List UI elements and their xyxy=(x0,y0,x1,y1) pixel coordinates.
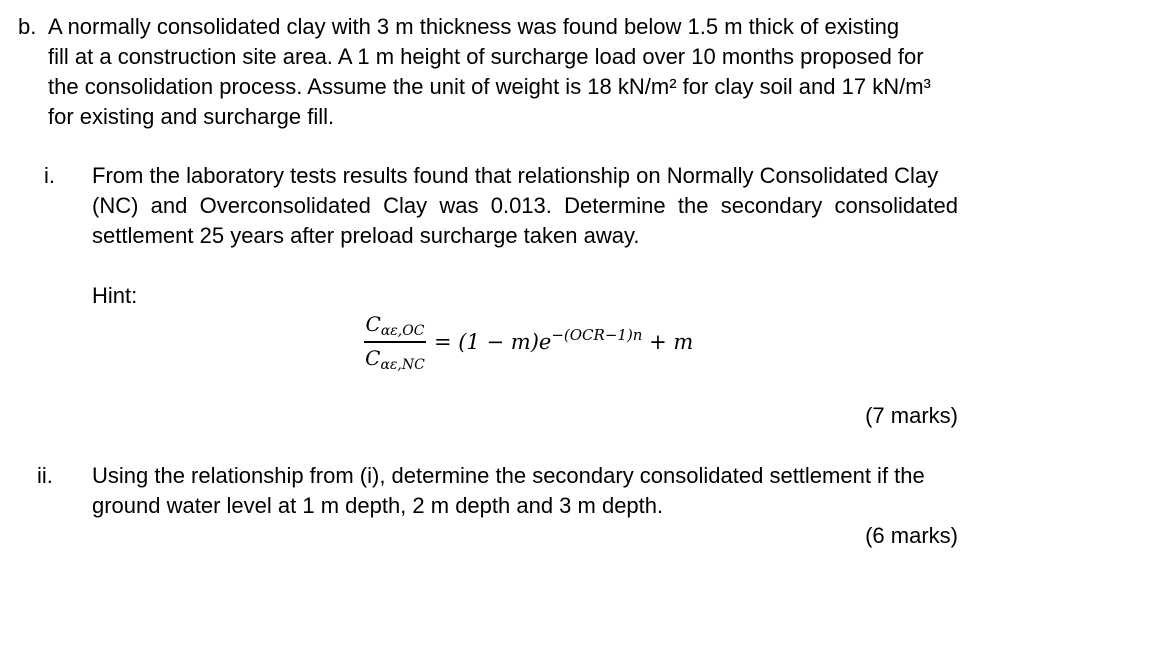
part-ii-label: ii. xyxy=(37,463,53,488)
question-b-label: b. xyxy=(18,14,37,39)
hint-label: Hint: xyxy=(92,283,138,308)
part-ii-line-1: Using the relationship from (i), determine the secondary consolidated settlement if the xyxy=(92,463,925,488)
formula-equals: = xyxy=(434,330,452,354)
formula-denominator: $C_{\alpha\varepsilon,NC}$ xyxy=(365,346,425,373)
formula-numerator: $C_{\alpha\varepsilon,OC}$ xyxy=(365,312,425,339)
formula-right-hand-side xyxy=(434,326,693,354)
question-b-line-4: for existing and surcharge fill. xyxy=(48,104,335,129)
part-i-line-2: (NC) and Overconsolidated Clay was 0.013. Determine the secondary consolidated xyxy=(92,193,958,218)
formula-rhs-tail: + m xyxy=(649,330,694,354)
part-i-line-3: settlement 25 years after preload surcharge taken away. xyxy=(92,223,640,248)
part-i-line-1: From the laboratory tests results found that relationship on Normally Consolidated Clay xyxy=(92,163,939,188)
question-b-line-1: A normally consolidated clay with 3 m thickness was found below 1.5 m thick of existing xyxy=(48,14,900,39)
formula-exponent: −(OCR−1)n xyxy=(551,326,643,344)
part-ii-line-2: ground water level at 1 m depth, 2 m depth and 3 m depth. xyxy=(92,493,664,518)
fraction-bar xyxy=(364,341,426,343)
question-b-line-3: the consolidation process. Assume the unit of weight is 18 kN/m² for clay soil and 17 kN/m³ xyxy=(48,74,931,99)
part-i-marks: (7 marks) xyxy=(865,403,958,428)
part-i-label: i. xyxy=(44,163,55,188)
question-b-line-2: fill at a construction site area. A 1 m height of surcharge load over 10 months proposed for xyxy=(48,44,924,69)
part-ii-marks: (6 marks) xyxy=(865,523,958,548)
formula-rhs-base: (1 − m)e xyxy=(458,330,552,354)
